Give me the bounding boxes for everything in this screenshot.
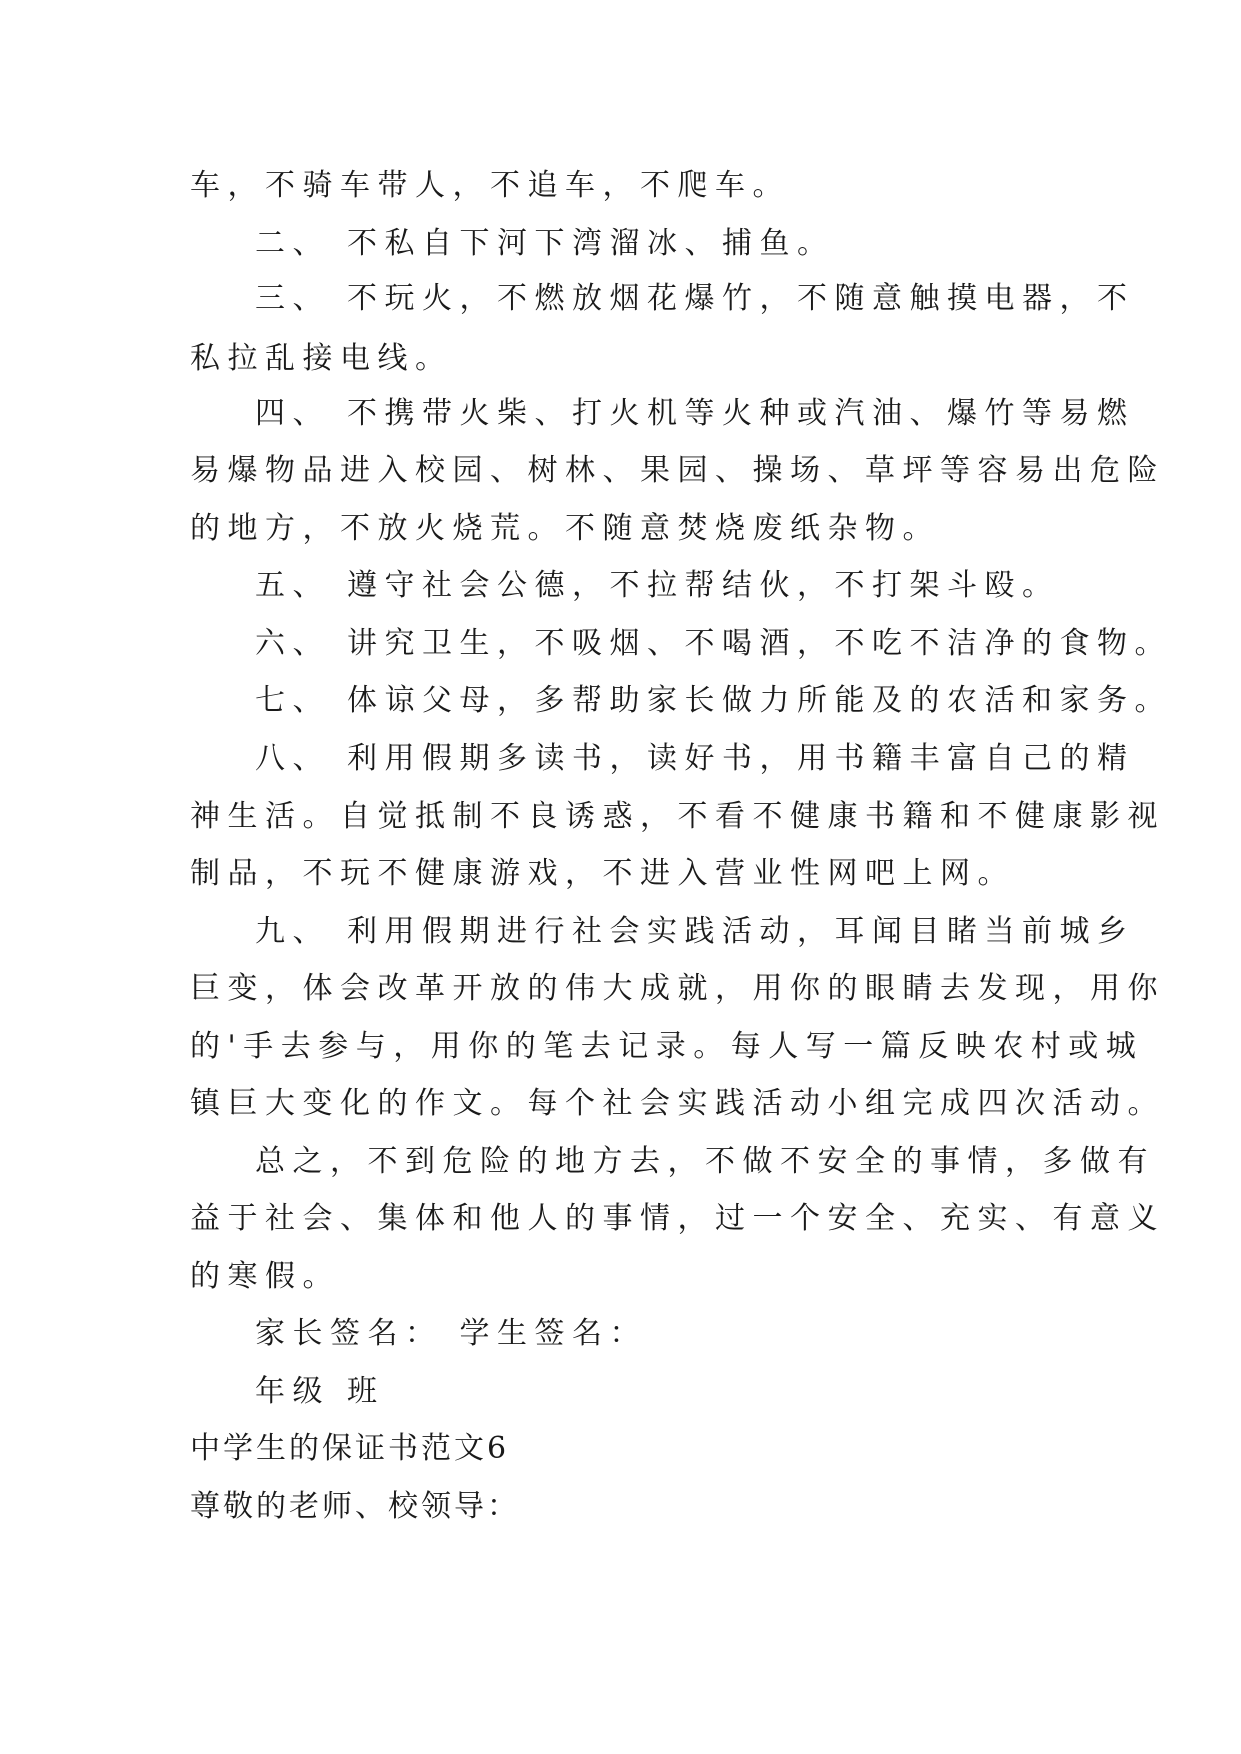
text-line: 私拉乱接电线。 (190, 341, 453, 376)
text-line: 巨变，体会改革开放的伟大成就，用你的眼睛去发现，用你 (190, 971, 1165, 1006)
list-item-9: 九、 利用假期进行社会实践活动，耳闻目睹当前城乡 (255, 914, 1135, 949)
text-line: 神生活。自觉抵制不良诱惑，不看不健康书籍和不健康影视 (190, 799, 1165, 834)
section-heading: 中学生的保证书范文6 (190, 1431, 510, 1466)
conclusion-paragraph: 总之，不到危险的地方去，不做不安全的事情，多做有 (255, 1144, 1155, 1179)
list-item-2: 二、 不私自下河下湾溜冰、捕鱼。 (255, 226, 835, 261)
text-line: 镇巨大变化的作文。每个社会实践活动小组完成四次活动。 (190, 1086, 1165, 1121)
text-line: 的地方，不放火烧荒。不随意焚烧废纸杂物。 (190, 511, 940, 546)
text-line: 的'手去参与，用你的笔去记录。每人写一篇反映农村或城 (190, 1029, 1144, 1064)
text-line: 益于社会、集体和他人的事情，过一个安全、充实、有意义 (190, 1201, 1165, 1236)
list-item-5: 五、 遵守社会公德，不拉帮结伙，不打架斗殴。 (255, 568, 1060, 603)
grade-class-line: 年级 班 (255, 1374, 385, 1409)
text-line: 车，不骑车带人，不追车，不爬车。 (190, 168, 790, 203)
list-item-3: 三、 不玩火，不燃放烟花爆竹，不随意触摸电器，不 (255, 281, 1135, 316)
signature-line: 家长签名： 学生签名： (255, 1316, 648, 1351)
text-line: 制品，不玩不健康游戏，不进入营业性网吧上网。 (190, 856, 1015, 891)
list-item-7: 七、 体谅父母，多帮助家长做力所能及的农活和家务。 (255, 683, 1173, 718)
list-item-6: 六、 讲究卫生，不吸烟、不喝酒，不吃不洁净的食物。 (255, 626, 1173, 661)
salutation: 尊敬的老师、校领导： (190, 1489, 520, 1524)
list-item-4: 四、 不携带火柴、打火机等火种或汽油、爆竹等易燃 (255, 396, 1135, 431)
text-line: 的寒假。 (190, 1259, 340, 1294)
text-line: 易爆物品进入校园、树林、果园、操场、草坪等容易出危险 (190, 453, 1165, 488)
list-item-8: 八、 利用假期多读书，读好书，用书籍丰富自己的精 (255, 741, 1135, 776)
